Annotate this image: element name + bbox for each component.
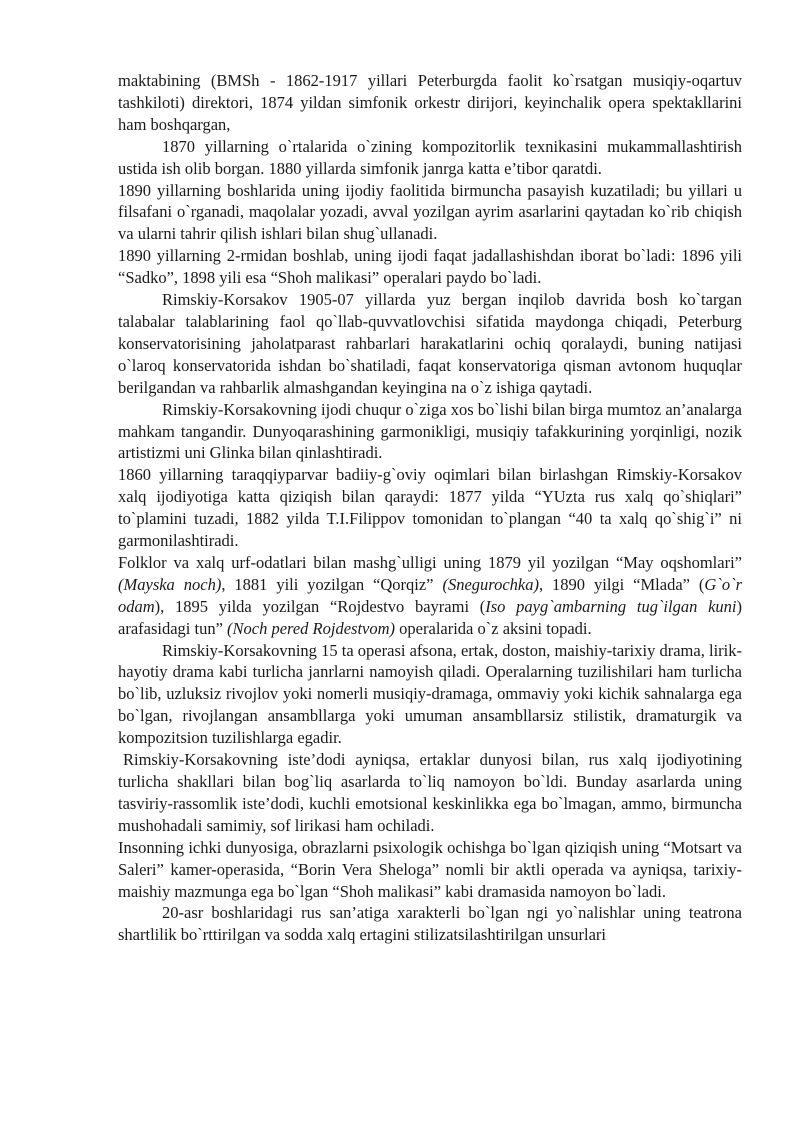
text-run: Insonning ichki dunyosiga, obrazlarni psixologik ochishga bo`lgan qiziqish uning “Motsart va Saleri” kamer-operasida, “Borin Vera Sheloga” nomli bir aktli operada va ayniqsa, tarixiy-maishiy mazmunga ega bo`lgan “Shoh malikasi” kabi dramasida namoyon bo`ladi. bbox=[118, 837, 742, 901]
paragraph bbox=[118, 70, 742, 136]
document-page bbox=[118, 70, 742, 946]
text-run: 1890 yillarning 2-rmidan boshlab, uning ijodi faqat jadallashishdan iborat bo`ladi: 1896 yili “Sadko”, 1898 yili esa “Shoh malikasi” operalari paydo bo`ladi. bbox=[118, 246, 742, 288]
text-run: 20-asr boshlaridagi rus san’atiga xarakterli bo`lgan ngi yo`nalishlar uning teatrona shartlilik bo`rttirilgan va sodda xalq ertagini stilizatsilashtirilgan unsurlari bbox=[118, 903, 742, 945]
paragraph bbox=[118, 289, 742, 399]
paragraph bbox=[118, 245, 742, 289]
text-run: Rimskiy-Korsakovning ijodi chuqur o`ziga xos bo`lishi bilan birga mumtoz an’analarga mahkam tangandir. Dunyoqarashining garmonikligi, musiqiy tafakkurining yorqinligi, nozik artistizmi uni Glinka bilan qinlashtiradi. bbox=[118, 399, 742, 463]
text-run: Rimskiy-Korsakovning iste’dodi ayniqsa, ertaklar dunyosi bilan, rus xalq ijodiyotining turlicha shakllari bilan bog`liq asarlarda to`liq namoyon bo`ldi. Bunday asarlarda uning tasviriy-rassomlik iste’dodi, kuchli emotsional keskinlikka ega bo`lmagan, ammo, birmuncha mushohadali samimiy, sof lirikasi ham ochiladi. bbox=[118, 750, 742, 835]
text-run: ), 1895 yilda yozilgan “Rojdestvo bayrami ( bbox=[154, 596, 486, 616]
paragraph bbox=[118, 399, 742, 465]
italic-text: G`o`r odam bbox=[118, 574, 742, 616]
italic-text: (Noch pered Rojdestvom) bbox=[227, 618, 396, 638]
paragraph bbox=[118, 837, 742, 903]
paragraph bbox=[118, 552, 742, 640]
text-run: Folklor va xalq urf-odatlari bilan mashg`ulligi uning 1879 yil yozilgan “May oqshomlari” bbox=[118, 552, 742, 572]
text-run: 1890 yillarning boshlarida uning ijodiy faolitida birmuncha pasayish kuzatiladi; bu yillari u filsafani o`rganadi, maqolalar yozadi, avval yozilgan ayrim asarlarini qaytadan ko`rib chiqish va ularni tahrir qilish ishlari bilan shug`ullanadi. bbox=[118, 180, 742, 244]
paragraph bbox=[118, 180, 742, 246]
text-run: Rimskiy-Korsakov 1905-07 yillarda yuz bergan inqilob davrida bosh ko`targan talabalar talablarining faol qo`llab-quvvatlovchisi sifatida maydonga chiqadi, Peterburg konservatorisining jaholatparast rahbarlari harakatlarini ochiq qoralaydi, buning natijasi o`laroq konservatorida ishdan bo`shatiladi, faqat konservatoriga qisman avtonom huquqlar berilgandan va rahbarlik almashgandan keyingina na o`z ishiga qaytadi. bbox=[118, 290, 742, 397]
text-run: , 1890 yilgi “Mlada” ( bbox=[538, 574, 705, 594]
paragraph bbox=[118, 749, 742, 837]
text-run: ) arafasidagi tun” bbox=[118, 596, 742, 638]
text-run: , 1881 yili yozilgan “Qorqiz” bbox=[221, 574, 443, 594]
text-run: 1870 yillarning o`rtalarida o`zining kompozitorlik texnikasini mukammallashtirish ustida ish olib borgan. 1880 yillarda simfonik janrga katta e’tibor qaratdi. bbox=[118, 136, 742, 178]
text-run: Rimskiy-Korsakovning 15 ta operasi afsona, ertak, doston, maishiy-tarixiy drama, lirik-hayotiy drama kabi turlicha janrlarni namoyish qiladi. Operalarning tuzilishilari ham turlicha bo`lib, uzluksiz rivojlov yoki nomerli musiqiy-dramaga, ommaviy yoki kichik sahnalarga ega bo`lgan, rivojlangan ansambllarga yoki umuman ansambllarsiz stilistik, dramaturgik va kompozitsion tuzilishlarga egadir. bbox=[118, 640, 742, 748]
text-run: operalarida o`z aksini topadi. bbox=[395, 618, 592, 638]
paragraph bbox=[118, 640, 742, 750]
italic-text: (Snegurochka) bbox=[442, 574, 539, 594]
paragraph bbox=[118, 136, 742, 180]
italic-text: (Mayska noch) bbox=[118, 574, 222, 594]
text-run: maktabining (BMSh - 1862-1917 yillari Peterburgda faolit ko`rsatgan musiqiy-oqartuv tashkiloti) direktori, 1874 yildan simfonik orkestr dirijori, keyinchalik opera spektakllarini ham boshqargan, bbox=[118, 71, 742, 134]
paragraph bbox=[118, 902, 742, 946]
text-run: 1860 yillarning taraqqiyparvar badiiy-g`oviy oqimlari bilan birlashgan Rimskiy-Korsakov xalq ijodiyotiga katta qiziqish bilan qaraydi: 1877 yilda “YUzta rus xalq qo`shiqlari” to`plamini tuzadi, 1882 yilda T.I.Filippov tomonidan to`plangan “40 ta xalq qo`shig`i” ni garmonilashtiradi. bbox=[118, 465, 742, 551]
paragraph bbox=[118, 464, 742, 552]
italic-text: Iso payg`ambarning tug`ilgan kuni bbox=[485, 596, 737, 616]
